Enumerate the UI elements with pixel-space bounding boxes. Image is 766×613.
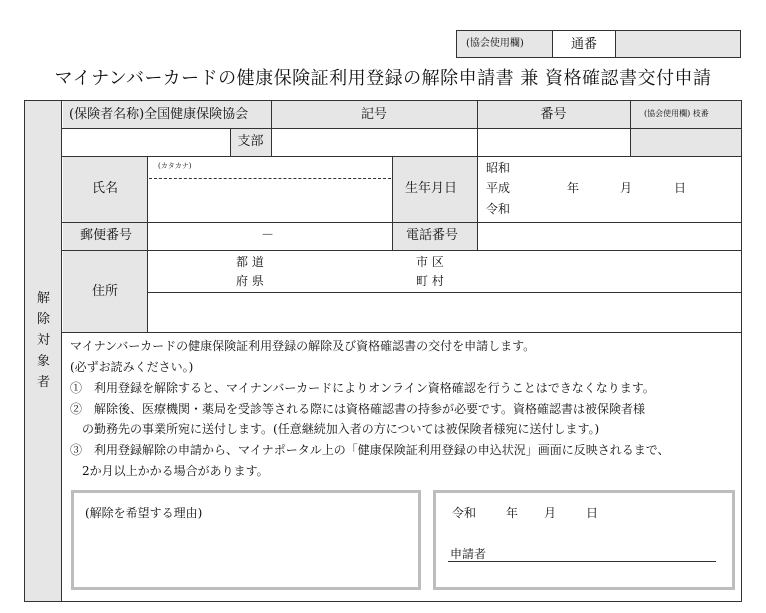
symbol-field[interactable] [272,129,476,155]
symbol-label: 記号 [360,107,387,122]
dob-month-label: 月 [620,181,633,195]
postal-code-field[interactable] [148,223,391,249]
dob-day-label: 日 [674,181,687,195]
applicant-signature-field[interactable] [448,538,716,562]
grid-line [392,156,393,250]
reason-box[interactable] [71,490,421,590]
sign-month: 月 [544,506,557,520]
notice-must-read: (必ずお読みください。) [70,360,194,374]
side-char: 解 [36,291,50,306]
shibu-name-field[interactable] [64,129,229,155]
address-label: 住所 [92,284,119,299]
katakana-label: (カタカナ) [158,162,192,170]
applicant-label: 申請者 [450,547,487,561]
branch-number-label: (協会使用欄) 枝番 [644,109,709,118]
address-shiku: 市 区 [416,255,444,269]
notice-item: ① 利用登録を解除すると、マイナンバーカードによりオンライン資格確認を行うことはできなくなります。 [70,381,655,395]
sign-era: 令和 [452,506,477,520]
form-title: マイナンバーカードの健康保険証利用登録の解除申請書 兼 資格確認書交付申請 [54,68,712,89]
notice-intro: マイナンバーカードの健康保険証利用登録の解除及び資格確認書の交付を申請します。 [70,339,536,353]
era-reiwa: 令和 [486,202,511,216]
era-showa: 昭和 [486,161,511,175]
katakana-name-field[interactable] [148,157,391,177]
grid-line [630,101,631,156]
side-char: 象 [36,354,50,369]
notice-item: ② 解除後、医療機関・薬局を受診等される際には資格確認書の持参が必要です。資格確認書は被保険者様 [70,402,646,416]
reason-label: (解除を希望する理由) [85,506,203,520]
number-field[interactable] [478,129,629,155]
serial-number-label: 通番 [571,37,598,52]
address-detail-field[interactable] [148,293,741,331]
notice-item: 2か月以上かかる場合があります。 [70,464,269,478]
office-use-label: (協会使用欄) [466,38,524,49]
sign-day: 日 [586,506,599,520]
side-char: 除 [36,312,50,327]
address-fuken: 府 県 [236,274,264,288]
side-label [25,288,62,393]
katakana-divider [149,178,391,179]
side-char: 対 [36,333,50,348]
dob-label: 生年月日 [405,181,458,196]
sign-year: 年 [506,506,519,520]
side-char: 者 [36,375,50,390]
address-chouson: 町 村 [416,274,444,288]
address-todo: 都 道 [236,255,264,269]
name-label: 氏名 [92,181,119,196]
address-prefecture-field[interactable] [148,251,741,291]
era-heisei: 平成 [486,181,511,195]
postal-code-label: 郵便番号 [80,228,133,243]
grid-line [62,332,742,333]
dob-year-label: 年 [567,181,580,195]
notice-item: ③ 利用登録解除の申請から、マイナポータル上の「健康保険証利用登録の申込状況」画面に反映されるまで、 [70,443,670,457]
name-field[interactable] [148,180,391,221]
insurer-name-label: (保険者名称)全国健康保険協会 [69,107,249,122]
phone-field[interactable] [478,223,741,249]
branch-value-cell [630,128,741,156]
phone-label: 電話番号 [406,228,459,243]
serial-value-cell[interactable] [617,31,740,57]
number-label: 番号 [540,107,567,122]
shibu-label: 支部 [237,134,264,149]
notice-item: の勤務先の事業所宛に送付します。(任意継続加入者の方については被保険者様宛に送付します。) [70,422,600,436]
postal-dash: － [261,228,275,243]
